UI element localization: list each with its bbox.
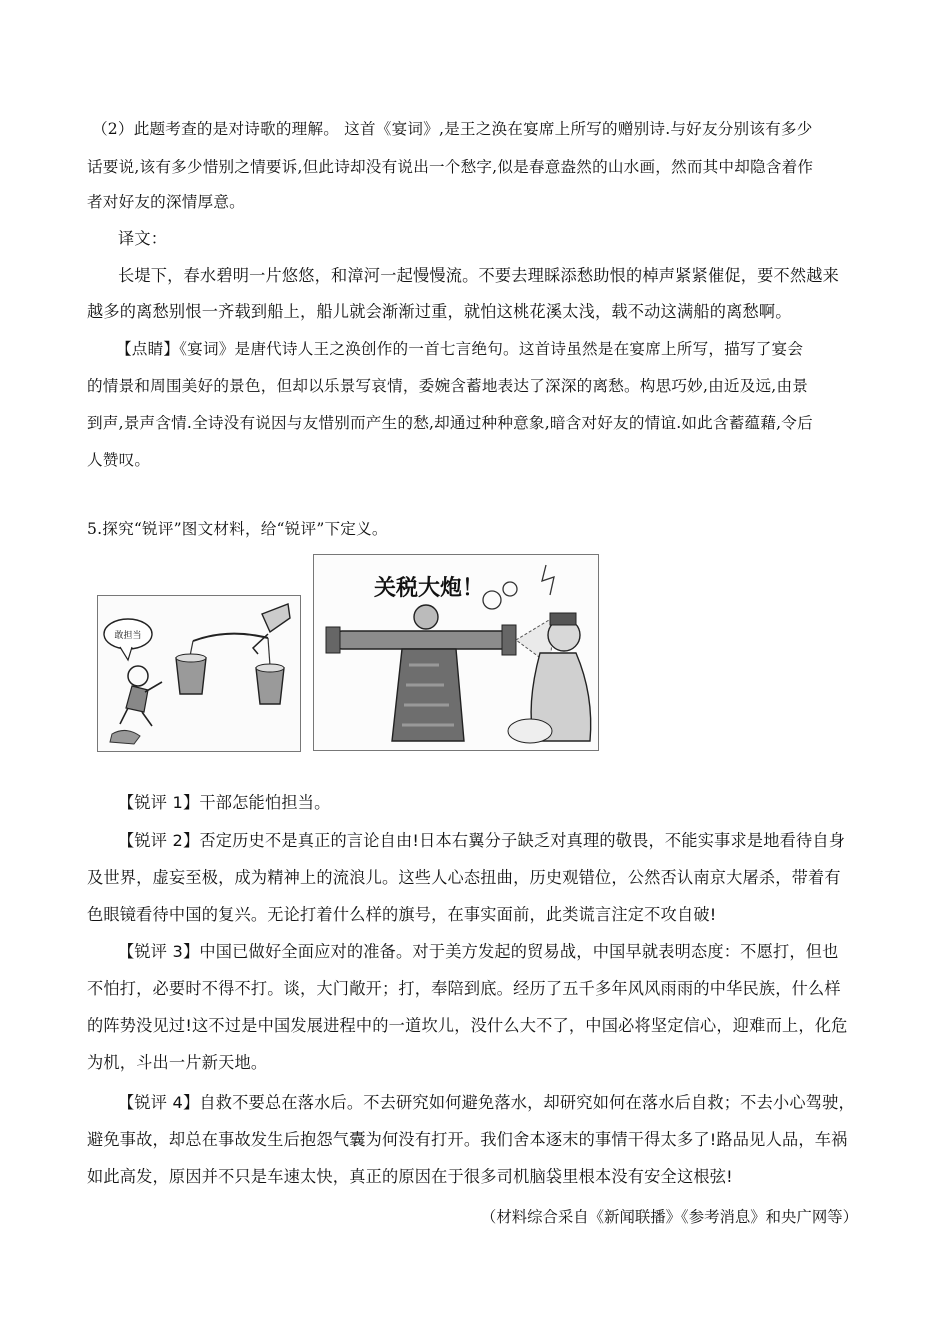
cartoon-responsibility xyxy=(97,595,301,752)
comment-line-4: 人赞叹。 xyxy=(87,451,151,469)
comment-line-2: 的情景和周围美好的景色，但却以乐景写哀情，委婉含蓄地表达了深深的离愁。构思巧妙,由近及远,由景 xyxy=(87,377,809,395)
cartoon1-bubble-text: 敢担当 xyxy=(114,631,142,641)
analysis-line-2: 话要说,该有多少惜别之情要诉,但此诗却没有说出一个愁字,似是春意盎然的山水画，然而其中却隐含着作 xyxy=(87,158,814,176)
review-4-line-1: 【锐评 4】自救不要总在落水后。不去研究如何避免落水，却研究如何在落水后自救；不去小心驾驶， xyxy=(118,1093,855,1112)
question-5: 5.探究“锐评”图文材料，给“锐评”下定义。 xyxy=(87,520,388,538)
translation-line-2: 越多的离愁别恨一齐载到船上，船儿就会渐渐过重，就怕这桃花溪太浅，载不动这满船的离愁啊。 xyxy=(87,302,792,321)
cartoon-tariff-cannon xyxy=(313,554,599,751)
review-3-line-3: 的阵势没见过!这不过是中国发展进程中的一道坎儿，没什么大不了，中国必将坚定信心，迎难而上，化危 xyxy=(87,1016,848,1035)
review-3-line-1: 【锐评 3】中国已做好全面应对的准备。对于美方发起的贸易战，中国早就表明态度：不愿打，但也 xyxy=(118,942,839,961)
cartoon-tariff-drawing xyxy=(314,555,598,750)
review-4-line-2: 避免事故，却总在事故发生后抱怨气囊为何没有打开。我们舍本逐末的事情干得太多了!路品见人品，车祸 xyxy=(87,1130,848,1149)
translation-label: 译文： xyxy=(118,229,168,248)
review-3-line-2: 不怕打，必要时不得不打。谈，大门敞开；打，奉陪到底。经历了五千多年风风雨雨的中华民族，什么样 xyxy=(87,979,841,998)
review-2-line-2: 及世界，虚妄至极，成为精神上的流浪儿。这些人心态扭曲，历史观错位，公然否认南京大屠杀，带着有 xyxy=(87,868,841,887)
review-2-line-1: 【锐评 2】否定历史不是真正的言论自由!日本右翼分子缺乏对真理的敬畏，不能实事求是地看待自身 xyxy=(118,831,846,850)
comment-line-3: 到声,景声含情.全诗没有说因与友惜别而产生的愁,却通过种种意象,暗含对好友的情谊.如此含蓄蕴藉,令后 xyxy=(87,414,813,432)
cartoon2-title-text: 关税大炮！ xyxy=(374,576,485,601)
analysis-line-3: 者对好友的深情厚意。 xyxy=(87,193,245,211)
review-3-line-4: 为机，斗出一片新天地。 xyxy=(87,1053,268,1072)
analysis-line-1: （2）此题考查的是对诗歌的理解。 这首《宴词》,是王之涣在宴席上所写的赠别诗.与好友分别该有多少 xyxy=(92,120,813,138)
review-2-line-3: 色眼镜看待中国的复兴。无论打着什么样的旗号，在事实面前，此类谎言注定不攻自破! xyxy=(87,905,717,924)
review-4-line-3: 如此高发，原因并不只是车速太快，真正的原因在于很多司机脑袋里根本没有安全这根弦! xyxy=(87,1167,733,1186)
translation-line-1: 长堤下，春水碧明一片悠悠，和漳河一起慢慢流。不要去理睬添愁助恨的棹声紧紧催促，要不然越来 xyxy=(118,266,840,285)
review-1-line-1: 【锐评 1】干部怎能怕担当。 xyxy=(118,793,331,812)
cartoon-responsibility-drawing xyxy=(98,596,300,751)
source-note: （材料综合采自《新闻联播》《参考消息》和央广网等） xyxy=(480,1208,858,1226)
comment-line-1: 【点睛】《宴词》是唐代诗人王之涣创作的一首七言绝句。这首诗虽然是在宴席上所写，描写了宴会 xyxy=(116,340,804,358)
